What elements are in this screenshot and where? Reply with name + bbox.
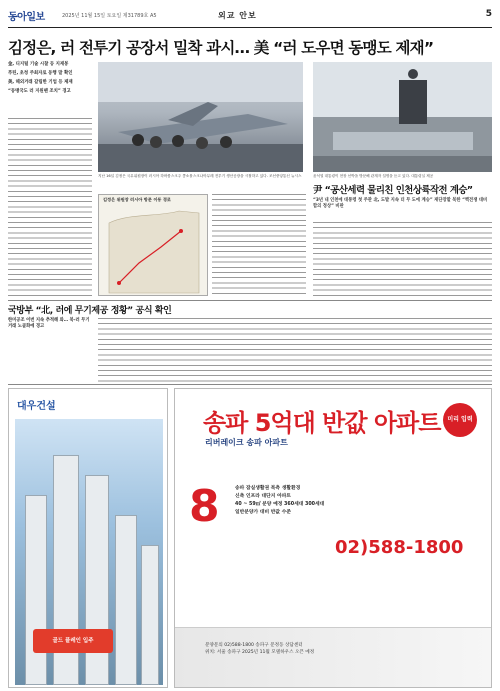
ad-phone-number[interactable]: 02)588-1800 xyxy=(335,537,464,558)
factory-photo[interactable] xyxy=(98,62,303,172)
photo-caption: 윤석열 대통령이 현장 선박을 방문해 관계자 설명을 듣고 있다. 대통령실 제공 xyxy=(313,174,434,178)
route-map[interactable] xyxy=(98,194,208,296)
page-number: 5 xyxy=(485,9,492,19)
map-title: 김정은 위원장 러시아 방문 이동 경로 xyxy=(103,197,171,202)
ad-subtitle: 리버레이크 송파 아파트 xyxy=(205,438,288,447)
right-article-headline[interactable]: 尹 “공산세력 물리친 인천상륙작전 계승” xyxy=(313,185,473,196)
headline-summary xyxy=(8,62,92,98)
right-article-subhead: “3년 내 인천에 대통령 첫 주관 北, 도발 지속 더 무 도에 계승” 재단장할 북한 “핵전쟁 대비 합의 정상” 비판 xyxy=(313,198,488,209)
ship-photo-illustration xyxy=(313,62,492,172)
section-title: 외교 안보 xyxy=(218,11,257,20)
issue-date: 2025년 11월 15일 토요일 제31789호 A5 xyxy=(62,13,157,19)
article-body-text xyxy=(313,222,492,298)
summary-line: 푸틴, 초청 주최자로 동행 말 확인 xyxy=(8,71,73,76)
ad-bullet-list xyxy=(235,485,365,517)
photo-caption: 지난 16일 김정은 국무위원장이 러시아 하바롭스크주 콤소몰스크나아무레 전투기 생산공장을 시찰하고 있다. 조선중앙통신 뉴시스 xyxy=(98,174,302,178)
summary-line: 金, 디지털 기술 시찰 등 지재봉 xyxy=(8,62,69,67)
article-body-text xyxy=(8,118,92,298)
newspaper-logo: 동아일보 xyxy=(8,12,45,23)
ad-title: 송파 5억대 반값 아파트 xyxy=(203,409,441,437)
ad-bullet: 일반분양가 대비 반값 수준 xyxy=(235,510,291,515)
factory-photo-illustration xyxy=(98,62,303,172)
apartment-ad-left[interactable] xyxy=(8,388,168,688)
summary-line: “동맹국도 러 지원땐 조치” 경고 xyxy=(8,89,71,94)
brand-logo: 대우건설 xyxy=(17,401,56,412)
ship-photo[interactable] xyxy=(313,62,492,172)
second-article-headline[interactable]: 국방부 “北, 러에 무기제공 정황” 공식 확인 xyxy=(8,306,172,316)
ad-bullet: 송파 잠실생활권 북측 생활환경 xyxy=(235,486,301,491)
ad-bullet: 40 ~ 59㎡ 분양 예정 360세대 300세대 xyxy=(235,502,325,507)
summary-line: 美, 헤외거래 갈립한 기업 등 제재 xyxy=(8,80,73,85)
ad-footer-line: 위치: 서울 송파구 2025년 11월 모델하우스 오픈 예정 xyxy=(205,650,315,655)
ad-footer-text xyxy=(205,642,314,656)
map-graphic xyxy=(99,203,209,297)
divider xyxy=(8,300,492,301)
second-article-summary: 한미공조 이번 지속 추적해 와… 북-러 무기거래 노골화에 경고 xyxy=(8,318,90,329)
ad-footer xyxy=(175,627,492,687)
article-body-text xyxy=(98,318,492,382)
ad-footer-line: 분양문의 02)588-1800 송파구 문정동 상담센터 xyxy=(205,643,303,648)
divider xyxy=(8,384,492,385)
article-body-text xyxy=(212,194,306,296)
ad-bullet: 신축 인프라 대단지 아파트 xyxy=(235,494,291,499)
ad-badge[interactable]: 골드 플레인 입주 xyxy=(33,629,113,653)
masthead xyxy=(8,4,492,28)
ad-stamp[interactable]: 미리 입력 xyxy=(443,403,477,437)
ad-number: 8 xyxy=(189,481,220,532)
main-headline[interactable]: 김정은, 러 전투기 공장서 밀착 과시… 美 “러 도우면 동맹도 제재” xyxy=(8,39,434,57)
apartment-ad-right[interactable] xyxy=(174,388,492,688)
